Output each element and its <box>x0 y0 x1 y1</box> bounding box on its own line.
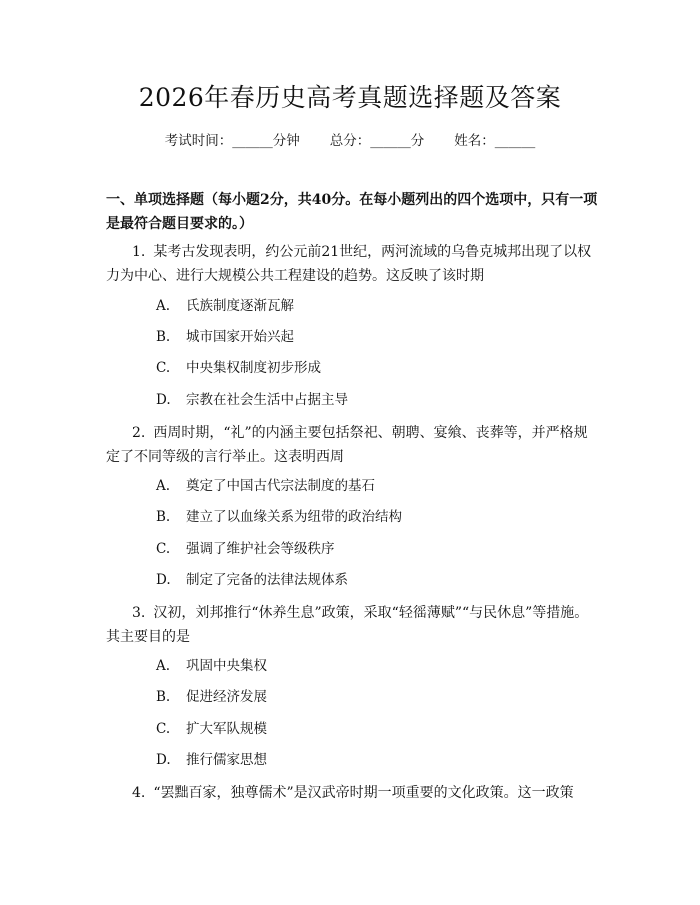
option-letter: B. <box>156 689 171 705</box>
question-2 <box>106 421 600 469</box>
option-text: 推行儒家思想 <box>186 752 267 768</box>
question-stem: “罢黜百家，独尊儒术”是汉武帝时期一项重要的文化政策。这一政策 <box>153 785 574 801</box>
question-number: 3. <box>132 605 146 621</box>
question-3 <box>106 601 600 649</box>
option-letter: C. <box>156 360 171 376</box>
question-1-option-c <box>156 358 321 378</box>
option-text: 宗教在社会生活中占据主导 <box>186 392 348 408</box>
question-2-option-b <box>156 507 402 527</box>
question-1-option-a <box>156 296 294 316</box>
option-letter: A. <box>156 658 171 674</box>
option-text: 巩固中央集权 <box>186 658 267 674</box>
option-text: 制定了完备的法律法规体系 <box>186 572 348 588</box>
option-text: 城市国家开始兴起 <box>186 329 294 345</box>
option-letter: A. <box>156 478 171 494</box>
option-text: 奠定了中国古代宗法制度的基石 <box>186 478 375 494</box>
option-text: 建立了以血缘关系为纽带的政治结构 <box>186 509 402 525</box>
question-stem: 西周时期，“礼”的内涵主要包括祭祀、朝聘、宴飨、丧葬等，并严格规定了不同等级的言行举止。这表明西周 <box>106 425 588 465</box>
option-letter: C. <box>156 721 171 737</box>
question-2-option-c <box>156 539 335 559</box>
question-3-option-b <box>156 687 267 707</box>
question-1-option-d <box>156 390 348 410</box>
question-1 <box>106 240 600 288</box>
question-4 <box>106 781 600 805</box>
option-letter: D. <box>156 572 171 588</box>
exam-title: 2026年春历史高考真题选择题及答案 <box>138 83 562 112</box>
question-stem: 汉初，刘邦推行“休养生息”政策，采取“轻徭薄赋”“与民休息”等措施。其主要目的是 <box>106 605 589 645</box>
question-number: 4. <box>132 785 146 801</box>
total-score-field: 总分：______分 <box>329 133 425 149</box>
option-letter: B. <box>156 329 171 345</box>
option-letter: C. <box>156 541 171 557</box>
option-letter: B. <box>156 509 171 525</box>
option-text: 促进经济发展 <box>186 689 267 705</box>
question-2-option-d <box>156 570 348 590</box>
option-text: 扩大军队规模 <box>186 721 267 737</box>
option-text: 氏族制度逐渐瓦解 <box>186 298 294 314</box>
student-name-field: 姓名：______ <box>454 133 536 149</box>
option-text: 中央集权制度初步形成 <box>186 360 321 376</box>
question-number: 2. <box>132 425 146 441</box>
section-heading: 一、单项选择题（每小题2分，共40分。在每小题列出的四个选项中，只有一项是最符合题目要求的。） <box>106 192 598 232</box>
option-letter: A. <box>156 298 171 314</box>
question-3-option-a <box>156 656 267 676</box>
question-stem: 某考古发现表明，约公元前21世纪，两河流域的乌鲁克城邦出现了以权力为中心、进行大规模公共工程建设的趋势。这反映了该时期 <box>106 244 592 284</box>
question-number: 1. <box>132 244 146 260</box>
question-3-option-d <box>156 750 267 770</box>
question-1-option-b <box>156 327 294 347</box>
question-3-option-c <box>156 719 267 739</box>
option-letter: D. <box>156 752 171 768</box>
option-text: 强调了维护社会等级秩序 <box>186 541 335 557</box>
exam-time-field: 考试时间：______分钟 <box>164 133 300 149</box>
exam-info-line <box>0 130 700 152</box>
question-2-option-a <box>156 476 375 496</box>
option-letter: D. <box>156 392 171 408</box>
